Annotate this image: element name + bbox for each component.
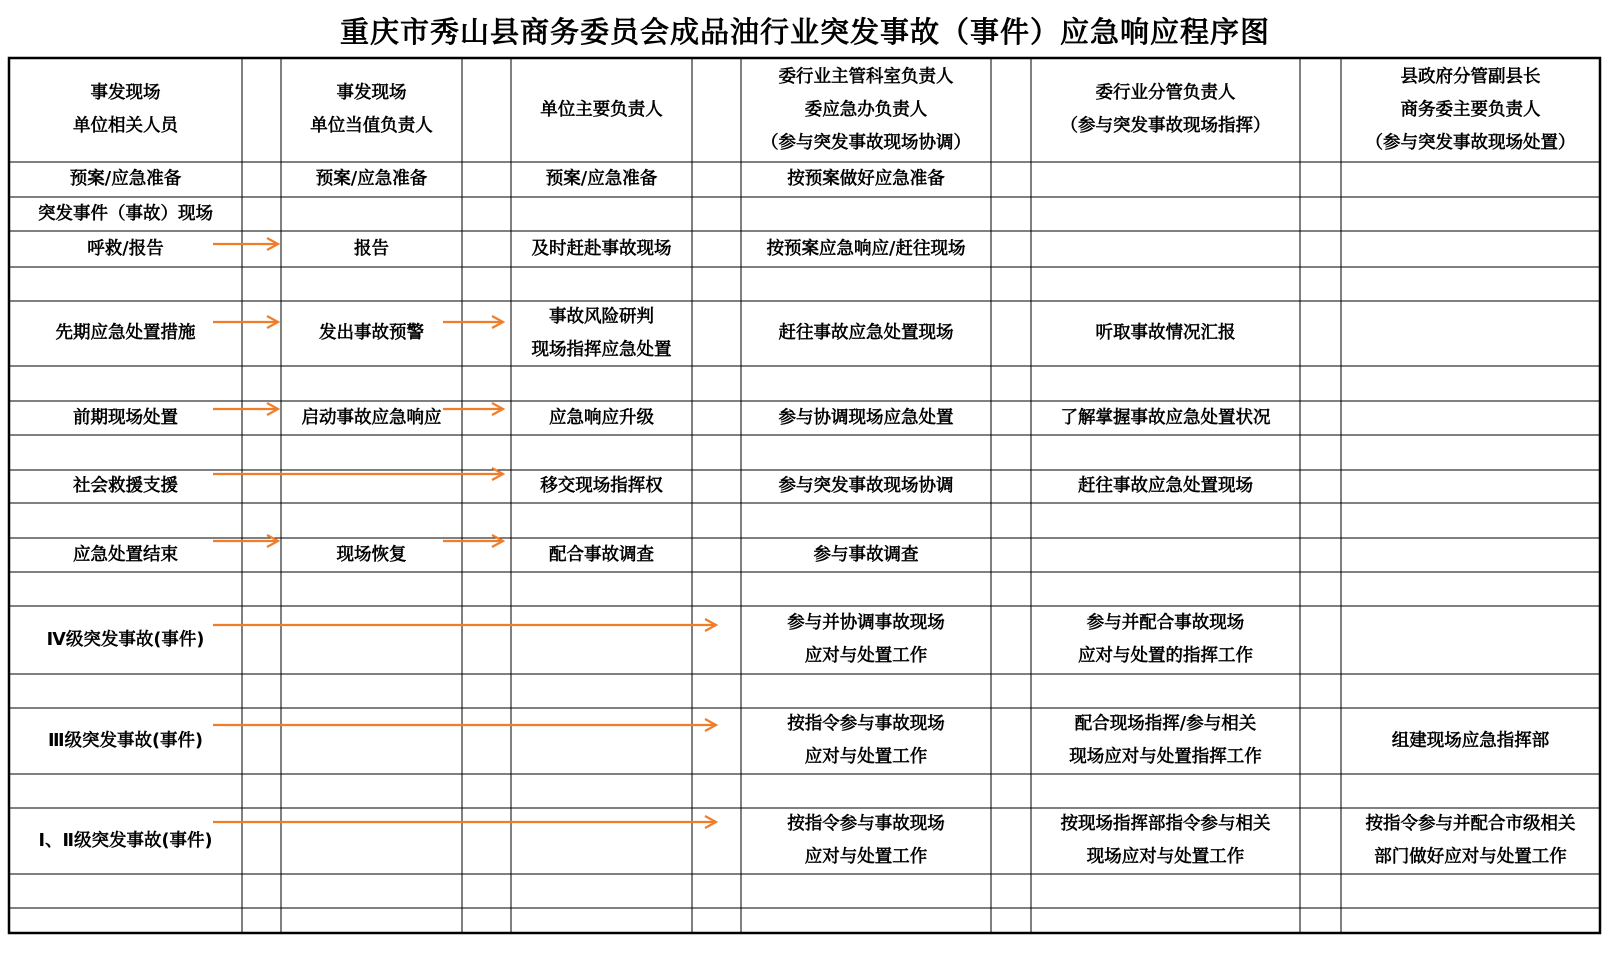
header-col-3 [511,58,692,162]
cell-r3-col-5 [1031,301,1300,366]
cell-r2-col-2 [281,231,462,267]
header-col-3-line: 单位主要负责人 [540,99,663,120]
cell-r8-col-6-line: 组建现场应急指挥部 [1391,730,1550,751]
cell-r8-col-4-line: 按指令参与事故现场 [787,714,945,734]
cell-r0-col-2-line: 预案/应急准备 [315,169,428,189]
cell-r2-col-4-line: 按预案应急响应/赶往现场 [766,238,966,259]
header-col-2 [281,58,462,162]
cell-r3-col-4-line: 赶往事故应急处置现场 [778,323,954,343]
cell-r4-col-3 [511,401,692,435]
cell-r8-col-4 [741,708,991,774]
cell-r4-col-1-line: 前期现场处置 [73,407,178,428]
cell-r6-col-2 [281,538,462,572]
cell-r0-col-2 [281,162,462,197]
chart-title: 重庆市秀山县商务委员会成品油行业突发事故（事件）应急响应程序图 [339,15,1270,49]
cell-r2-col-3-line: 及时赶赴事故现场 [531,238,672,259]
cell-r8-col-4-line: 应对与处置工作 [804,747,928,767]
cell-r7-col-5-line: 参与并配合事故现场 [1086,613,1245,633]
header-col-6-line: 县政府分管副县长 [1400,66,1541,87]
cell-r9-col-6-line: 按指令参与并配合市级相关 [1365,814,1576,834]
cell-r5-col-3 [511,470,692,503]
flow-arrow-r9-col-1-col-4 [213,816,716,828]
cell-r0-col-3 [511,162,692,197]
cell-r4-col-4-line: 参与协调现场应急处置 [778,407,954,428]
cell-r7-col-5 [1031,606,1300,674]
cell-r5-col-1 [9,470,242,503]
header-col-1-line: 单位相关人员 [73,116,178,136]
cell-r3-col-3-line: 事故风险研判 [549,306,654,327]
cell-r9-col-5-line: 按现场指挥部指令参与相关 [1060,814,1271,834]
cell-r3-col-1-line: 先期应急处置措施 [55,323,196,343]
cell-r2-col-3 [511,231,692,267]
cell-r6-col-1-line: 应急处置结束 [73,544,178,565]
header-col-5-line: （参与突发事故现场指挥） [1060,116,1271,136]
cell-r5-col-3-line: 移交现场指挥权 [540,476,663,496]
header-col-6-line: （参与突发事故现场处置） [1365,132,1576,153]
header-col-2-line: 事发现场 [336,83,407,103]
header-col-5 [1031,58,1300,162]
header-col-1 [9,58,242,162]
cell-r0-col-3-line: 预案/应急准备 [545,169,658,189]
cell-r9-col-4-line: 按指令参与事故现场 [787,814,945,834]
header-col-6 [1341,58,1600,162]
cell-r9-col-6-line: 部门做好应对与处置工作 [1374,847,1567,867]
cell-r8-col-1 [9,708,242,774]
cell-r4-col-2 [281,401,462,435]
cell-r8-col-1-line: Ⅲ级突发事故(事件) [47,730,204,751]
cell-r2-col-1 [9,231,242,267]
cell-r0-col-4 [741,162,991,197]
cell-r7-col-4 [741,606,991,674]
cell-r9-col-5 [1031,808,1300,874]
cell-r9-col-5-line: 现场应对与处置工作 [1086,847,1245,867]
cell-r7-col-5-line: 应对与处置的指挥工作 [1078,646,1253,666]
cell-r2-col-1-line: 呼救/报告 [87,238,164,259]
cell-r7-col-4-line: 应对与处置工作 [804,646,928,666]
header-col-1-line: 事发现场 [90,83,161,103]
flow-arrow-r7-col-1-col-4 [213,619,716,631]
cell-r3-col-3-line: 现场指挥应急处置 [531,339,672,360]
header-col-4-line: 委行业主管科室负责人 [778,66,954,87]
cell-r2-col-4 [741,231,991,267]
cell-r6-col-4-line: 参与事故调查 [813,544,919,565]
cell-r6-col-2-line: 现场恢复 [336,544,407,565]
cell-r3-col-1 [9,301,242,366]
cell-r5-col-4-line: 参与突发事故现场协调 [778,476,954,496]
cell-r3-col-2-line: 发出事故预警 [319,323,424,343]
cell-r0-col-1 [9,162,242,197]
cell-r5-col-4 [741,470,991,503]
cell-r4-col-1 [9,401,242,435]
header-col-4 [741,58,991,162]
cell-r6-col-3 [511,538,692,572]
cell-r1-col-1-line: 突发事件（事故）现场 [38,203,213,224]
cell-r4-col-2-line: 启动事故应急响应 [301,407,442,428]
cell-r8-col-5-line: 配合现场指挥/参与相关 [1074,714,1257,734]
cell-r5-col-5-line: 赶往事故应急处置现场 [1078,476,1253,496]
cell-r8-col-5 [1031,708,1300,774]
cell-r6-col-3-line: 配合事故调查 [549,544,654,565]
cell-r6-col-4 [741,538,991,572]
flow-arrow-r8-col-1-col-4 [213,719,716,731]
cell-r4-col-5 [1031,401,1300,435]
cell-r3-col-2 [281,301,462,366]
cell-r1-col-1 [9,197,242,231]
cell-r6-col-1 [9,538,242,572]
cell-r7-col-1 [9,606,242,674]
cell-r3-col-4 [741,301,991,366]
cell-r8-col-6 [1341,708,1600,774]
cell-r0-col-1-line: 预案/应急准备 [69,169,182,189]
cell-r2-col-2-line: 报告 [354,238,389,259]
header-col-2-line: 单位当值负责人 [310,116,433,136]
cell-r5-col-5 [1031,470,1300,503]
header-col-5-line: 委行业分管负责人 [1095,83,1236,103]
cell-r3-col-3 [511,301,692,366]
cell-r3-col-5-line: 听取事故情况汇报 [1095,323,1236,343]
cell-r9-col-4-line: 应对与处置工作 [804,847,928,867]
cell-r9-col-4 [741,808,991,874]
cell-r5-col-1-line: 社会救援支援 [73,476,178,496]
cell-r7-col-4-line: 参与并协调事故现场 [787,613,945,633]
header-col-4-line: 委应急办负责人 [804,99,928,120]
cell-r4-col-3-line: 应急响应升级 [549,407,654,428]
cell-r4-col-5-line: 了解掌握事故应急处置状况 [1060,407,1271,428]
cell-r8-col-5-line: 现场应对与处置指挥工作 [1069,747,1262,767]
header-col-4-line: （参与突发事故现场协调） [761,132,971,153]
header-col-6-line: 商务委主要负责人 [1400,99,1541,120]
cell-r9-col-1-line: Ⅰ、Ⅱ级突发事故(事件) [38,830,213,851]
cell-r9-col-6 [1341,808,1600,874]
cell-r0-col-4-line: 按预案做好应急准备 [787,169,945,189]
cell-r7-col-1-line: Ⅳ级突发事故(事件) [46,629,205,650]
cell-r4-col-4 [741,401,991,435]
cell-r9-col-1 [9,808,242,874]
